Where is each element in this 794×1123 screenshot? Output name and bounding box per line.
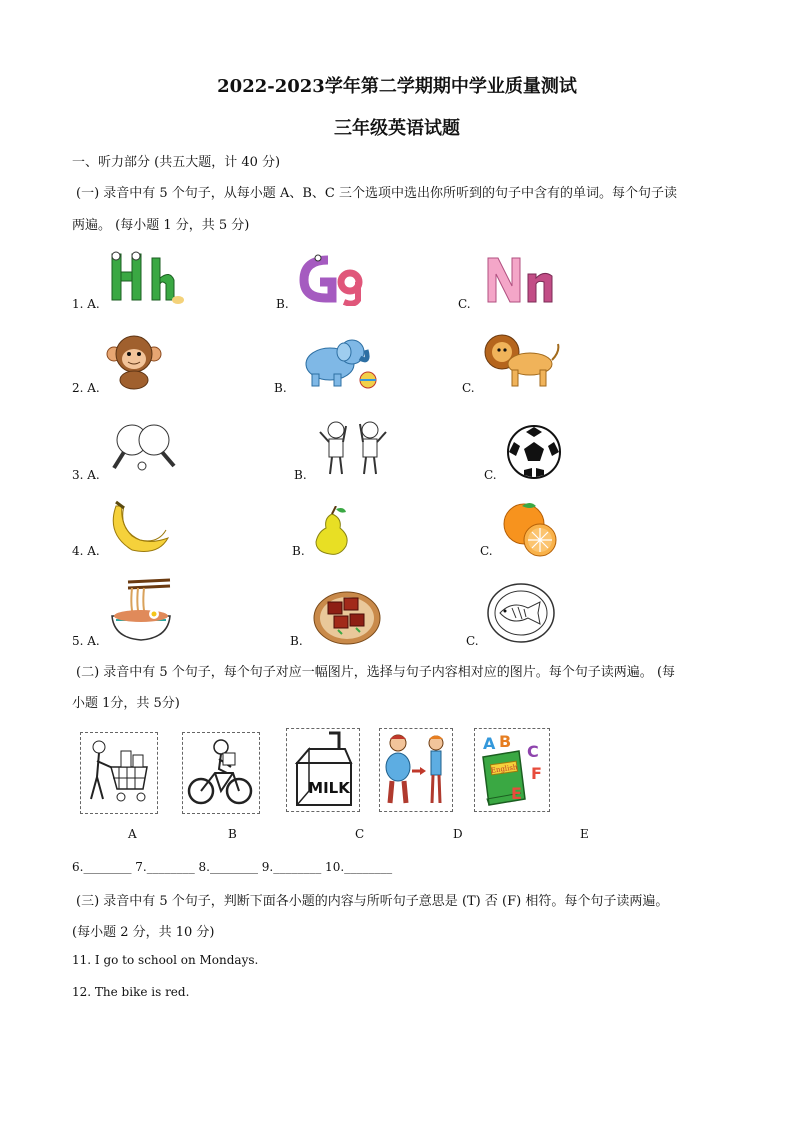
q1-option-c: C. [458,297,471,311]
q5-option-c: C. [466,634,479,648]
milk-label: MILK [308,779,350,797]
picture-letter-b: B [228,827,237,841]
picture-letter-e: E [580,827,589,841]
fat-thin-boys-picture [379,728,453,812]
question-12: 12. The bike is red. [72,985,190,999]
q5-option-b: B. [290,634,303,648]
question-11: 11. I go to school on Mondays. [72,953,259,967]
meat-icon [312,584,382,646]
monkey-icon [106,332,162,390]
lion-icon [482,330,560,392]
orange-icon [500,500,560,558]
page-title: 2022-2023学年第二学期期中学业质量测试 [217,76,577,97]
svg-text:E: E [511,784,522,803]
picture-letter-d: D [453,827,463,841]
q1-option-b: B. [276,297,289,311]
ping-pong-icon [108,420,180,476]
part1-heading: 一、听力部分 (共五大题，计 40 分) [72,155,281,170]
book-title: English [490,763,518,775]
picture-letter-c: C [355,827,365,841]
picture-letter-a: A [128,827,137,841]
q4-option-c: C. [480,544,493,558]
svg-text:B: B [499,732,512,751]
q2-option-c: C. [462,381,475,395]
elephant-icon [294,330,378,394]
shopping-cart-picture [80,732,158,814]
letter-Nn-icon [484,252,560,306]
q3-label: 3. A. [72,468,100,482]
bike-picture [182,732,260,814]
q1-label: 1. A. [72,297,100,311]
q4-label: 4. A. [72,544,100,558]
svg-text:C: C [527,742,539,761]
q5-label: 5. A. [72,634,100,648]
banana-icon [106,500,170,556]
sec1-instruction-line1: (一) 录音中有 5 个句子，从每小题 A、B、C 三个选项中选出你所听到的句子中含有的单词。每个句子读 [76,186,677,201]
answer-blanks-6-10[interactable]: 6.________ 7.________ 8.________ 9.________ 10.________ [72,860,393,874]
english-book-picture [474,728,550,812]
pear-icon [312,506,352,556]
sec2-instruction-line2: 小题 1分，共 5分) [72,696,180,711]
svg-text:F: F [531,764,542,783]
fish-plate-icon [486,582,556,644]
milk-carton-picture [286,728,360,812]
noodles-icon [108,578,174,644]
page-subtitle: 三年级英语试题 [334,118,460,139]
svg-text:A: A [483,734,496,753]
sec2-instruction-line1: (二) 录音中有 5 个句子，每个句子对应一幅图片，选择与句子内容相对应的图片。每个句子读两遍。 (每 [76,665,676,680]
sec1-instruction-line2: 两遍。 (每小题 1 分，共 5 分) [72,218,250,233]
football-icon [506,424,562,480]
sec3-instruction-line2: (每小题 2 分，共 10 分) [72,925,215,940]
q2-label: 2. A. [72,381,100,395]
q4-option-b: B. [292,544,305,558]
q2-option-b: B. [274,381,287,395]
exercise-kids-icon [316,412,392,478]
q3-option-b: B. [294,468,307,482]
letter-Hh-icon [108,248,186,306]
q3-option-c: C. [484,468,497,482]
sec3-instruction-line1: (三) 录音中有 5 个句子，判断下面各小题的内容与所听句子意思是 (T) 否 (F) 相符。每个句子读两遍。 [76,894,669,909]
letter-Gg-icon [298,252,366,306]
